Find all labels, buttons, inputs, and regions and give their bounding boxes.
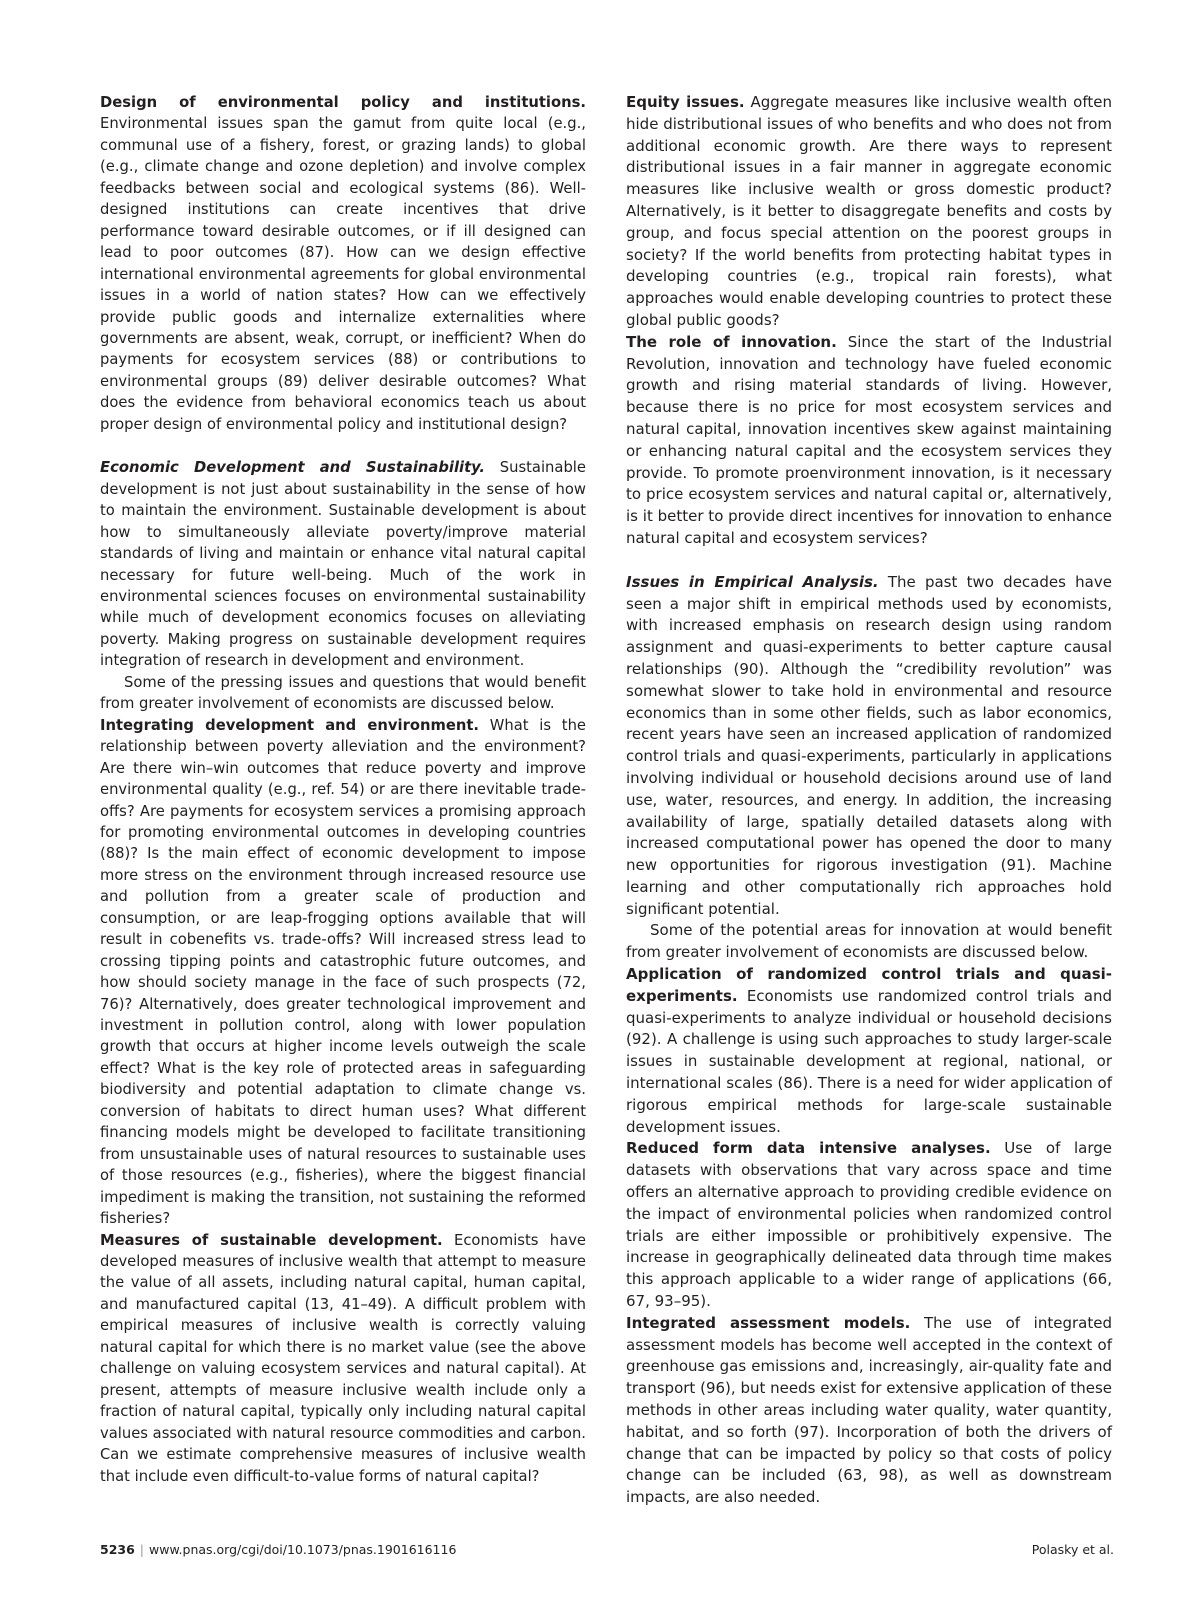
page-footer — [100, 1542, 1114, 1557]
paragraph-text: What is the relationship between poverty alleviation and the environment? Are there win–win outcomes that reduce poverty and improve environmental quality (e.g., ref. 54) or are there inevitable trade-offs? Are payments for ecosystem services a promising approach for promoting environmental outcomes in developing countries (88)? Is the main effect of economic development to impose more stress on the environment through increased resource use and pollution from a greater scale of production and consumption, or are leap-frogging options available that will result in cobenefits vs. trade-offs? Will increased stress lead to crossing tipping points and catastrophic future outcomes, and how should society manage in the face of such prospects (72, 76)? Alternatively, does greater technological improvement and investment in pollution control, along with lower population growth that occurs at higher income levels outweigh the scale effect? What is the key role of protected areas in safeguarding biodiversity and potential adaptation to climate change vs. conversion of habitats to direct human uses? What different financing models might be developed to facilitate transitioning from unsustainable uses of natural resources to sustainable uses of those resources (e.g., fisheries), where the biggest financial impediment is making the transition, not sustaining the reformed fisheries? — [100, 716, 586, 1228]
paragraph-integrated-assessment — [626, 1313, 1112, 1509]
paragraph-text: Economists use randomized control trials and quasi-experiments to analyze individual or household decisions (92). A challenge is using such approaches to study larger-scale issues in sustainable development at regional, national, or international scales (86). There is a need for wider application of rigorous empirical methods for large-scale sustainable development issues. — [626, 986, 1112, 1136]
section-heading: Economic Development and Sustainability. — [100, 459, 485, 477]
paragraph-intro-innovation-areas — [626, 920, 1112, 964]
paragraph-economic-development — [100, 457, 586, 672]
paragraph-text: Some of the pressing issues and questions that would benefit from greater involvement of economists are discussed below. — [100, 673, 586, 713]
paragraph-equity — [626, 92, 1112, 332]
paragraph-text: Since the start of the Industrial Revolution, innovation and technology have fueled economic growth and rising material standards of living. However, because there is no price for most ecosystem services and natural capital, innovation incentives skew against maintaining or enhancing natural capital and the ecosystem services they provide. To promote proenvironment innovation, is it necessary to price ecosystem services and natural capital or, alternatively, is it better to provide direct incentives for innovation to enhance natural capital and ecosystem services? — [626, 332, 1112, 547]
left-column — [100, 92, 586, 1487]
subheading: Integrated assessment models. — [626, 1313, 911, 1332]
paragraph-rct — [626, 964, 1112, 1138]
right-column — [626, 92, 1112, 1509]
paragraph-intro-issues — [100, 672, 586, 715]
footer-separator: | — [139, 1542, 145, 1557]
subheading: The role of innovation. — [626, 332, 837, 351]
paragraph-reduced-form — [626, 1138, 1112, 1312]
paragraph-innovation — [626, 332, 1112, 550]
paragraph-text: Aggregate measures like inclusive wealth often hide distributional issues of who benefits and who does not from additional economic growth. Are there ways to represent distributional issues in a fair manner in aggregate economic measures like inclusive wealth or gross domestic product? Alternatively, is it better to disaggregate benefits and costs by group, and focus special attention on the poorest groups in society? If the world benefits from protecting habitat types in developing countries (e.g., tropical rain forests), what approaches would enable developing countries to protect these global public goods? — [626, 93, 1112, 329]
subheading: Integrating development and environment. — [100, 716, 480, 734]
subheading: Measures of sustainable development. — [100, 1231, 443, 1249]
paragraph-measures — [100, 1230, 586, 1487]
paragraph-empirical-analysis — [626, 572, 1112, 921]
paragraph-text: Use of large datasets with observations that vary across space and time offers an alternative approach to providing credible evidence on the impact of environmental policies when randomized control trials are either impossible or prohibitively expensive. The increase in geographically delineated data through time makes this approach applicable to a wider range of applications (66, 67, 93–95). — [626, 1139, 1112, 1311]
paragraph-text: Some of the potential areas for innovation at would benefit from greater involvement of economists are discussed below. — [626, 921, 1112, 962]
paragraph-text: Environmental issues span the gamut from quite local (e.g., communal use of a fishery, forest, or grazing lands) to global (e.g., climate change and ozone depletion) and involve complex feedbacks between social and ecological systems (86). Well-designed institutions can create incentives that drive performance toward desirable outcomes, or if ill designed can lead to poor outcomes (87). How can we design effective international environmental agreements for global environmental issues in a world of nation states? How can we effectively provide public goods and internalize externalities where governments are absent, weak, corrupt, or inefficient? When do payments for ecosystem services (88) or contributions to environmental groups (89) deliver desirable outcomes? What does the evidence from behavioral economics teach us about proper design of environmental policy and institutional design? — [100, 115, 586, 433]
footer-authors: Polasky et al. — [1031, 1542, 1114, 1557]
page-number: 5236 — [100, 1542, 135, 1557]
paragraph-text: The use of integrated assessment models has become well accepted in the context of greenhouse gas emissions and, increasingly, air-quality fate and transport (96), but needs exist for extensive application of these methods in other areas including water quality, water quantity, habitat, and so forth (97). Incorporation of both the drivers of change that can be impacted by policy so that costs of policy change can be included (63, 98), as well as downstream impacts, are also needed. — [626, 1313, 1112, 1507]
subheading: Design of environmental policy and institutions. — [100, 94, 586, 111]
subheading: Equity issues. — [626, 93, 745, 111]
subheading: Reduced form data intensive analyses. — [626, 1139, 991, 1158]
subheading: Application of randomized control trials and quasi-experiments. — [626, 965, 1112, 1005]
section-heading: Issues in Empirical Analysis. — [626, 572, 879, 591]
paragraph-text: Sustainable development is not just about sustainability in the sense of how to maintain the environment. Sustainable development is about how to simultaneously alleviate poverty/improve material standards of living and maintain or enhance vital natural capital necessary for future well-being. Much of the work in environmental sciences focuses on environmental sustainability while much of development economics focuses on alleviating poverty. Making progress on sustainable development requires integration of research in development and environment. — [100, 459, 586, 670]
doi-link[interactable]: www.pnas.org/cgi/doi/10.1073/pnas.1901616116 — [149, 1542, 457, 1557]
paragraph-text: Economists have developed measures of inclusive wealth that attempt to measure the value of all assets, including natural capital, human capital, and manufactured capital (13, 41–49). A difficult problem with empirical measures of inclusive wealth is correctly valuing natural capital for which there is no market value (see the above challenge on valuing ecosystem services and natural capital). At present, attempts of measure inclusive wealth include only a fraction of natural capital, typically only including natural capital values associated with natural resource commodities and carbon. Can we estimate comprehensive measures of inclusive wealth that include even difficult-to-value forms of natural capital? — [100, 1231, 587, 1485]
paragraph-integrating — [100, 715, 586, 1230]
paragraph-text: The past two decades have seen a major shift in empirical methods used by economists, with increased emphasis on research design using random assignment and quasi-experiments to better capture causal relationships (90). Although the “credibility revolution” was somewhat slower to take hold in environmental and resource economics than in some other fields, such as labor economics, recent years have seen an increased application of randomized control trials and quasi-experiments, particularly in applications involving individual or household decisions around use of land use, water, resources, and energy. In addition, the increasing availability of large, spatially detailed datasets along with increased computational power has opened the door to many new opportunities for rigorous investigation (91). Machine learning and other computationally rich approaches hold significant potential. — [626, 572, 1112, 918]
paragraph-policy-design — [100, 92, 586, 435]
